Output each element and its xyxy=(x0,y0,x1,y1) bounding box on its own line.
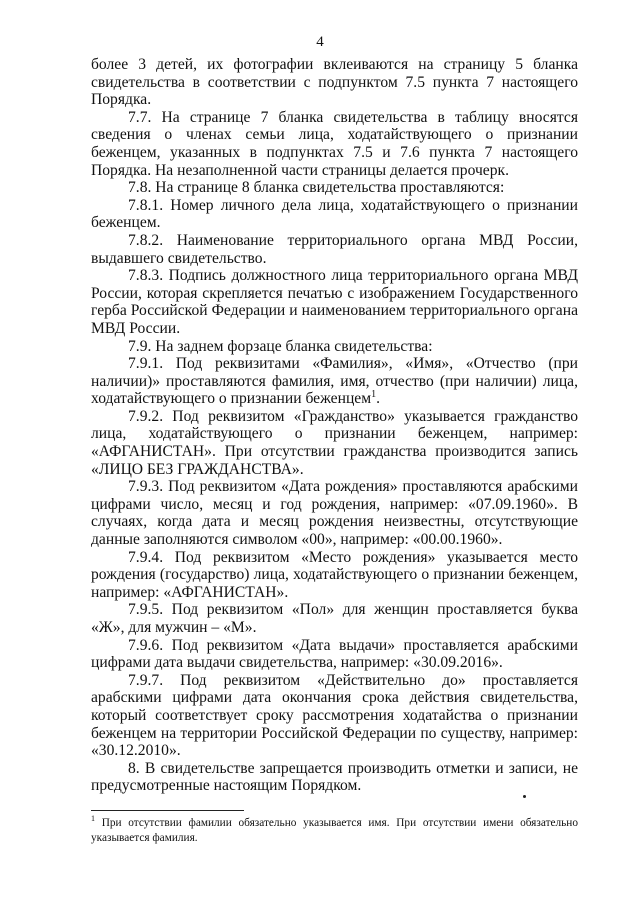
paragraph-7-9-3: 7.9.3. Под реквизитом «Дата рождения» проставляются арабскими цифрами число, месяц и год рождения, например: «07.09.1960». В случаях, когда дата и месяц рождения неизвестны, отсутствующие данные заполняются символом «00», например: «00.00.1960». xyxy=(91,478,578,549)
paragraph-7-9-4: 7.9.4. Под реквизитом «Место рождения» указывается место рождения (государство) лица, ходатайствующего о признании беженцем, например: «АФГАНИСТАН». xyxy=(91,548,578,601)
paragraph-7-8-1: 7.8.1. Номер личного дела лица, ходатайствующего о признании беженцем. xyxy=(91,196,578,232)
paragraph-7-9-1-end: . xyxy=(376,390,380,408)
footnote xyxy=(91,816,578,846)
footnote-divider xyxy=(91,810,244,811)
footnote-text: При отсутствии фамилии обязательно указывается имя. При отсутствии имени обязательно указывается фамилия. xyxy=(91,817,578,844)
paragraph-7-9-7: 7.9.7. Под реквизитом «Действительно до» проставляется арабскими цифрами дата окончания срока действия свидетельства, который соответствует сроку рассмотрения ходатайства о признании беженцем на территории Российской Федерации по существу, например: «30.12.2010». xyxy=(91,671,578,760)
document-body xyxy=(91,56,578,795)
paragraph-7-9-1-text: 7.9.1. Под реквизитами «Фамилия», «Имя», «Отчество (при наличии)» проставляются фамилия, имя, отчество (при наличии) лица, ходатайствующего о признании беженцем xyxy=(91,355,578,408)
page-number: 4 xyxy=(316,34,324,50)
paragraph-7-9-1 xyxy=(91,355,578,408)
paragraph-7-8-2: 7.8.2. Наименование территориального органа МВД России, выдавшего свидетельство. xyxy=(91,231,578,267)
footnote-number: 1 xyxy=(91,814,95,824)
paragraph-7-8-3: 7.8.3. Подпись должностного лица территориального органа МВД России, которая скрепляется печатью с изображением Государственного герба Российской Федерации и наименованием территориального органа МВД России. xyxy=(91,267,578,337)
paragraph-7-7: 7.7. На странице 7 бланка свидетельства в таблицу вносятся сведения о членах семьи лица, ходатайствующего о признании беженцем, указанных в подпунктах 7.5 и 7.6 пункта 7 настоящего Порядка. На незаполненной части страницы делается прочерк. xyxy=(91,108,578,179)
paragraph-7-9-6: 7.9.6. Под реквизитом «Дата выдачи» проставляется арабскими цифрами дата выдачи свидетельства, например: «30.09.2016». xyxy=(91,636,578,672)
scan-speck xyxy=(523,795,526,798)
paragraph-7-9-5: 7.9.5. Под реквизитом «Пол» для женщин проставляется буква «Ж», для мужчин – «М». xyxy=(91,601,578,636)
paragraph-7-9: 7.9. На заднем форзаце бланка свидетельства: xyxy=(128,337,433,355)
footnote-reference: 1 xyxy=(371,389,377,401)
paragraph-8: 8. В свидетельстве запрещается производить отметки и записи, не предусмотренные настоящим Порядком. xyxy=(91,759,578,795)
paragraph-continuation: более 3 детей, их фотографии вклеиваются на страницу 5 бланка свидетельства в соответствии с подпунктом 7.5 пункта 7 настоящего Порядка. xyxy=(91,56,578,109)
paragraph-7-8: 7.8. На странице 8 бланка свидетельства проставляются: xyxy=(128,179,505,197)
paragraph-7-9-2: 7.9.2. Под реквизитом «Гражданство» указывается гражданство лица, ходатайствующего о признании беженцем, например: «АФГАНИСТАН». При отсутствии гражданства производится запись «ЛИЦО БЕЗ ГРАЖДАНСТВА». xyxy=(91,407,578,478)
